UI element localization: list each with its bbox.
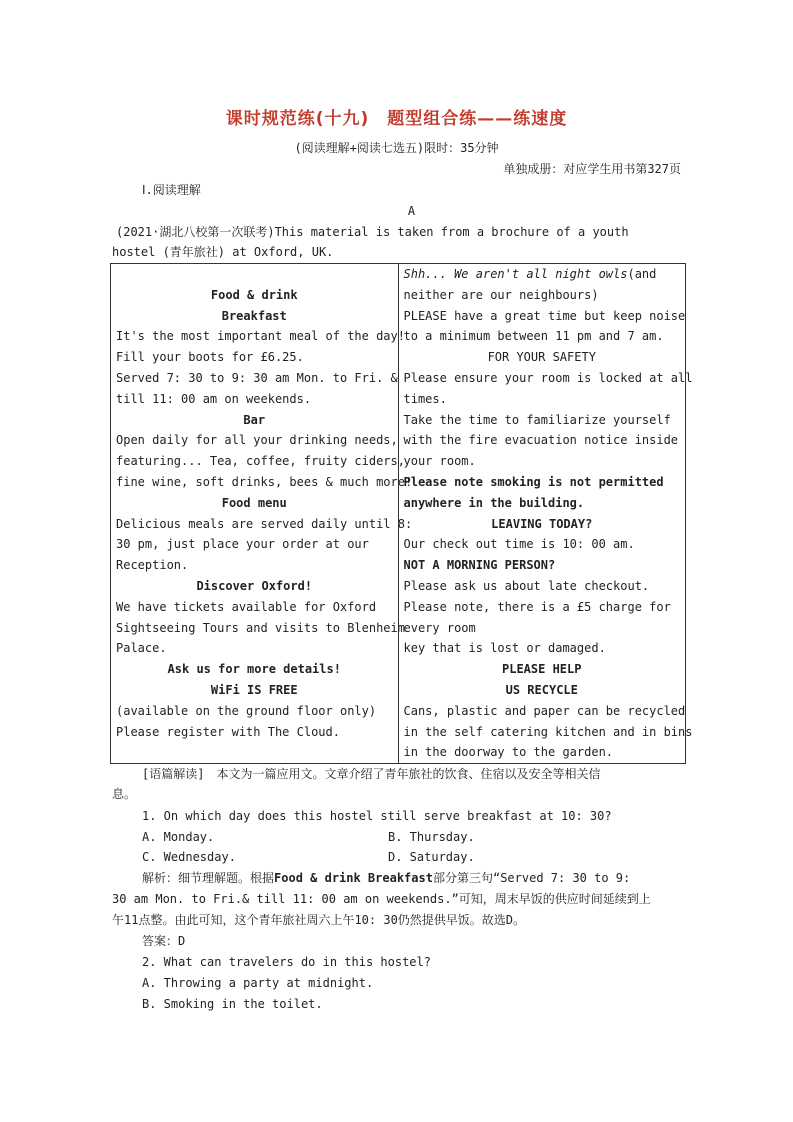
night-owls-rest: (and xyxy=(627,267,657,281)
brochure-line xyxy=(116,264,393,285)
page-title: 课时规范练(十九) 题型组合练——练速度 xyxy=(225,109,568,129)
brochure-line: in the doorway to the garden. xyxy=(403,745,614,760)
brochure-line: anywhere in the building. xyxy=(403,495,585,510)
q1-explanation-line-1 xyxy=(142,868,630,888)
source-note: 单独成册：对应学生用书第327页 xyxy=(503,162,681,176)
brochure-line: key that is lost or damaged. xyxy=(403,641,606,656)
q2-option-b: B. Smoking in the toilet. xyxy=(142,997,323,1011)
brochure-line: PLEASE have a great time but keep noise xyxy=(403,308,686,323)
section-heading: Ⅰ.阅读理解 xyxy=(142,183,201,197)
analysis-line-1: [语篇解读] 本文为一篇应用文。文章介绍了青年旅社的饮食、住宿以及安全等相关信 xyxy=(142,767,601,781)
brochure-line: LEAVING TODAY? xyxy=(491,516,593,531)
brochure-line: Bar xyxy=(243,412,266,427)
brochure-line: (available on the ground floor only) xyxy=(116,703,377,718)
brochure-line: Ask us for more details! xyxy=(167,662,341,677)
brochure-line: till 11: 00 am on weekends. xyxy=(116,391,312,406)
question-1-stem: 1. On which day does this hostel still serve breakfast at 10: 30? xyxy=(142,809,612,823)
brochure-line: fine wine, soft drinks, bees & much more! xyxy=(116,474,413,489)
brochure-line: Please note smoking is not permitted xyxy=(403,474,664,489)
brochure-line: times. xyxy=(403,391,447,406)
brochure-line: Food & drink xyxy=(210,287,298,302)
brochure-line: Open daily for all your drinking needs, xyxy=(116,433,398,448)
brochure-line: Food menu xyxy=(221,495,287,510)
brochure-line: Please ensure your room is locked at all xyxy=(403,370,693,385)
night-owls-heading: Shh... We aren't all night owls xyxy=(403,267,628,281)
brochure-line: with the fire evacuation notice inside xyxy=(403,433,679,448)
exp-bold: Food & drink Breakfast xyxy=(274,871,433,885)
intro-line-2: hostel (青年旅社) at Oxford, UK. xyxy=(112,245,334,259)
brochure-line: Fill your boots for £6.25. xyxy=(116,350,304,365)
brochure-line: Please ask us about late checkout. xyxy=(403,578,650,593)
q2-option-a: A. Throwing a party at midnight. xyxy=(142,976,374,990)
brochure-line: FOR YOUR SAFETY xyxy=(487,350,596,365)
q1-explanation-line-3: 午11点整。由此可知，这个青年旅社周六上午10: 30仍然提供早饭。故选D。 xyxy=(112,913,526,927)
brochure-line: in the self catering kitchen and in bins xyxy=(403,724,693,739)
brochure-line: Sightseeing Tours and visits to Blenheim xyxy=(116,620,405,635)
exp-post: 部分第三句“Served 7: 30 to 9: xyxy=(432,871,631,885)
brochure-line: Please note, there is a £5 charge for xyxy=(403,599,671,614)
exp-pre: 解析：细节理解题。根据 xyxy=(142,871,275,885)
q1-answer: 答案：D xyxy=(142,934,186,948)
brochure-line: WiFi IS FREE xyxy=(210,682,298,697)
analysis-line-2: 息。 xyxy=(112,787,137,801)
q1-explanation-line-2: 30 am Mon. to Fri.& till 11: 00 am on weekends.”可知，周末早饭的供应时间延续到上 xyxy=(112,892,651,906)
brochure-line: Breakfast xyxy=(221,308,287,323)
q1-option-d: D. Saturday. xyxy=(388,850,475,864)
brochure-line: PLEASE HELP xyxy=(502,662,582,677)
question-2-stem: 2. What can travelers do in this hostel? xyxy=(142,955,431,969)
brochure-line: US RECYCLE xyxy=(505,682,578,697)
brochure-line: It's the most important meal of the day! xyxy=(116,329,405,344)
brochure-line: Delicious meals are served daily until 8: xyxy=(116,516,413,531)
brochure-line: Cans, plastic and paper can be recycled xyxy=(403,703,686,718)
brochure-line: Served 7: 30 to 9: 30 am Mon. to Fri. & xyxy=(116,370,398,385)
brochure-line: every room xyxy=(403,620,476,635)
brochure-line: featuring... Tea, coffee, fruity ciders, xyxy=(116,454,405,469)
brochure-line xyxy=(404,264,681,285)
q1-option-c: C. Wednesday. xyxy=(142,850,236,864)
brochure-line xyxy=(116,742,393,763)
brochure-line: Our check out time is 10: 00 am. xyxy=(403,537,635,552)
brochure-line: 30 pm, just place your order at our xyxy=(116,537,369,552)
brochure-line: Take the time to familiarize yourself xyxy=(403,412,671,427)
brochure-right-column xyxy=(398,264,693,764)
brochure-table xyxy=(110,263,693,764)
q1-option-a: A. Monday. xyxy=(142,830,215,844)
intro-line-1: (2021·湖北八校第一次联考)This material is taken from a brochure of a youth xyxy=(116,225,629,239)
brochure-line: Palace. xyxy=(116,641,167,656)
subtitle: (阅读理解+阅读七选五)限时：35分钟 xyxy=(294,141,499,155)
brochure-line: Please register with The Cloud. xyxy=(116,724,340,739)
brochure-left-column xyxy=(111,264,413,764)
brochure-line: NOT A MORNING PERSON? xyxy=(403,558,556,573)
brochure-line: We have tickets available for Oxford xyxy=(116,599,377,614)
brochure-line: to a minimum between 11 pm and 7 am. xyxy=(403,329,664,344)
brochure-line: your room. xyxy=(403,454,476,469)
q1-option-b: B. Thursday. xyxy=(388,830,475,844)
brochure-line: Discover Oxford! xyxy=(196,578,313,593)
brochure-line: Reception. xyxy=(116,558,189,573)
brochure-line: neither are our neighbours) xyxy=(403,287,599,302)
passage-label: A xyxy=(407,204,416,218)
